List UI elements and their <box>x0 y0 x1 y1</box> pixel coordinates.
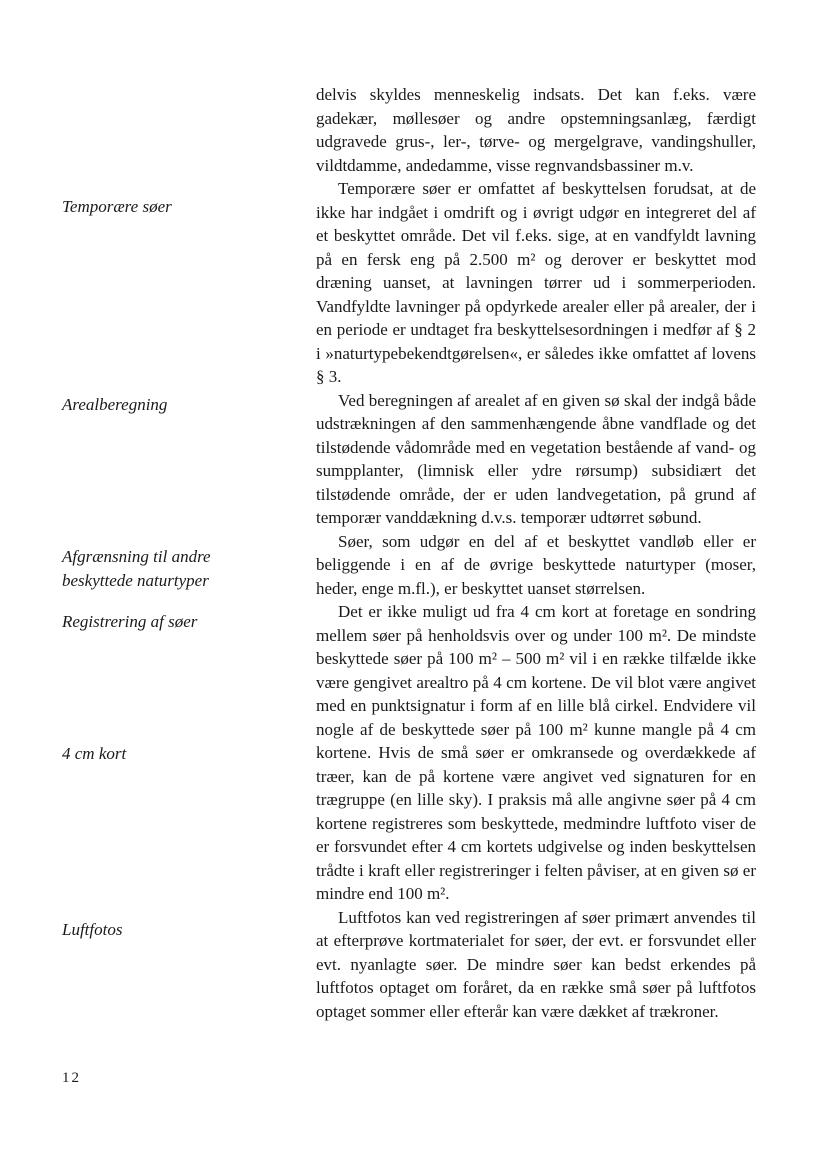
sidenote-registrering-af-soeer: Registrering af søer <box>62 612 198 631</box>
paragraph-afgraensning: Søer, som udgør en del af et beskyttet vandløb eller er beliggende i en af de øvrige beskyttede naturtyper (moser, heder, enge m.fl.), er beskyttet uanset størrelsen. <box>316 531 756 598</box>
paragraph-temporaere-soeer: Temporære søer er omfattet af beskyttelsen forudsat, at de ikke har indgået i omdrift og i øvrigt udgør en integreret del af et beskyttet område. Det vil f.eks. sige, at en vandfyldt lavning på en fersk eng på 2.500 m² og derover er beskyttet mod dræning uanset, at lavningen tørrer ud i sommerperioden. Vandfyldte lavninger på opdyrkede arealer eller på arealer, der i en periode er undtaget fra beskyttelsesordningen i medfør af § 2 i »naturtypebekendtgørelsen«, er således ikke omfattet af lovens § 3. <box>316 179 756 386</box>
paragraph-registrering-4cm-kort: Det er ikke muligt ud fra 4 cm kort at foretage en sondring mellem søer på henholdsvis over og under 100 m². De mindste beskyttede søer på 100 m² – 500 m² vil i en række tilfælde ikke være gengivet arealtro på 4 cm kortene. De vil blot være angivet med en punktsignatur i form af en lille blå cirkel. Endvidere vil nogle af de beskyttede søer på 100 m² kunne mangle på 4 cm kortene. Hvis de små søer er omkransede og overdækkede af træer, kan de på kortene være angivet ved signaturen for en trægruppe (en lille sky). I praksis må alle angivne søer på 4 cm kortene registreres som beskyttede, medmindre luftfoto viser de er forsvundet efter 4 cm kortets udgivelse og inden beskyttelsen trådte i kraft eller registreringer i felten påviser, at en given sø er mindre end 100 m². <box>316 602 756 903</box>
sidenote-temporaere-soeer: Temporære søer <box>62 197 172 216</box>
sidenote-luftfotos: Luftfotos <box>62 920 123 939</box>
paragraph-intro-continued: delvis skyldes menneskelig indsats. Det kan f.eks. være gadekær, møllesøer og andre opstemningsanlæg, færdigt udgravede grus-, ler-, tørve- og mergelgrave, vandingshuller, vildtdamme, andedamme, visse regnvandsbassiner m.v. <box>316 85 756 175</box>
sidenote-arealberegning: Arealberegning <box>62 395 168 414</box>
page-number: 12 <box>62 1070 81 1086</box>
main-text-column <box>316 83 756 1023</box>
sidenote-4cm-kort: 4 cm kort <box>62 744 127 763</box>
paragraph-arealberegning: Ved beregningen af arealet af en given sø skal der indgå både udstrækningen af den sammenhængende åbne vandflade og det tilstødende vådområde med en vegetation bestående af vand- og sumpplanter, (limnisk eller ydre rørsump) subsidiært det tilstødende område, der er uden landvegetation, på grund af temporær vanddækning d.v.s. temporær udtørret søbund. <box>316 390 756 527</box>
sidenote-afgraensning: Afgrænsning til andre beskyttede naturtyper <box>62 547 211 590</box>
paragraph-luftfotos: Luftfotos kan ved registreringen af søer primært anvendes til at efterprøve kortmaterialet for søer, der evt. er forsvundet eller evt. nyanlagte søer. De mindre søer kan bedst erkendes på luftfotos optaget om foråret, da en række små søer på luftfotos optaget sommer eller efterår kan være dækket af trækroner. <box>316 907 756 1021</box>
